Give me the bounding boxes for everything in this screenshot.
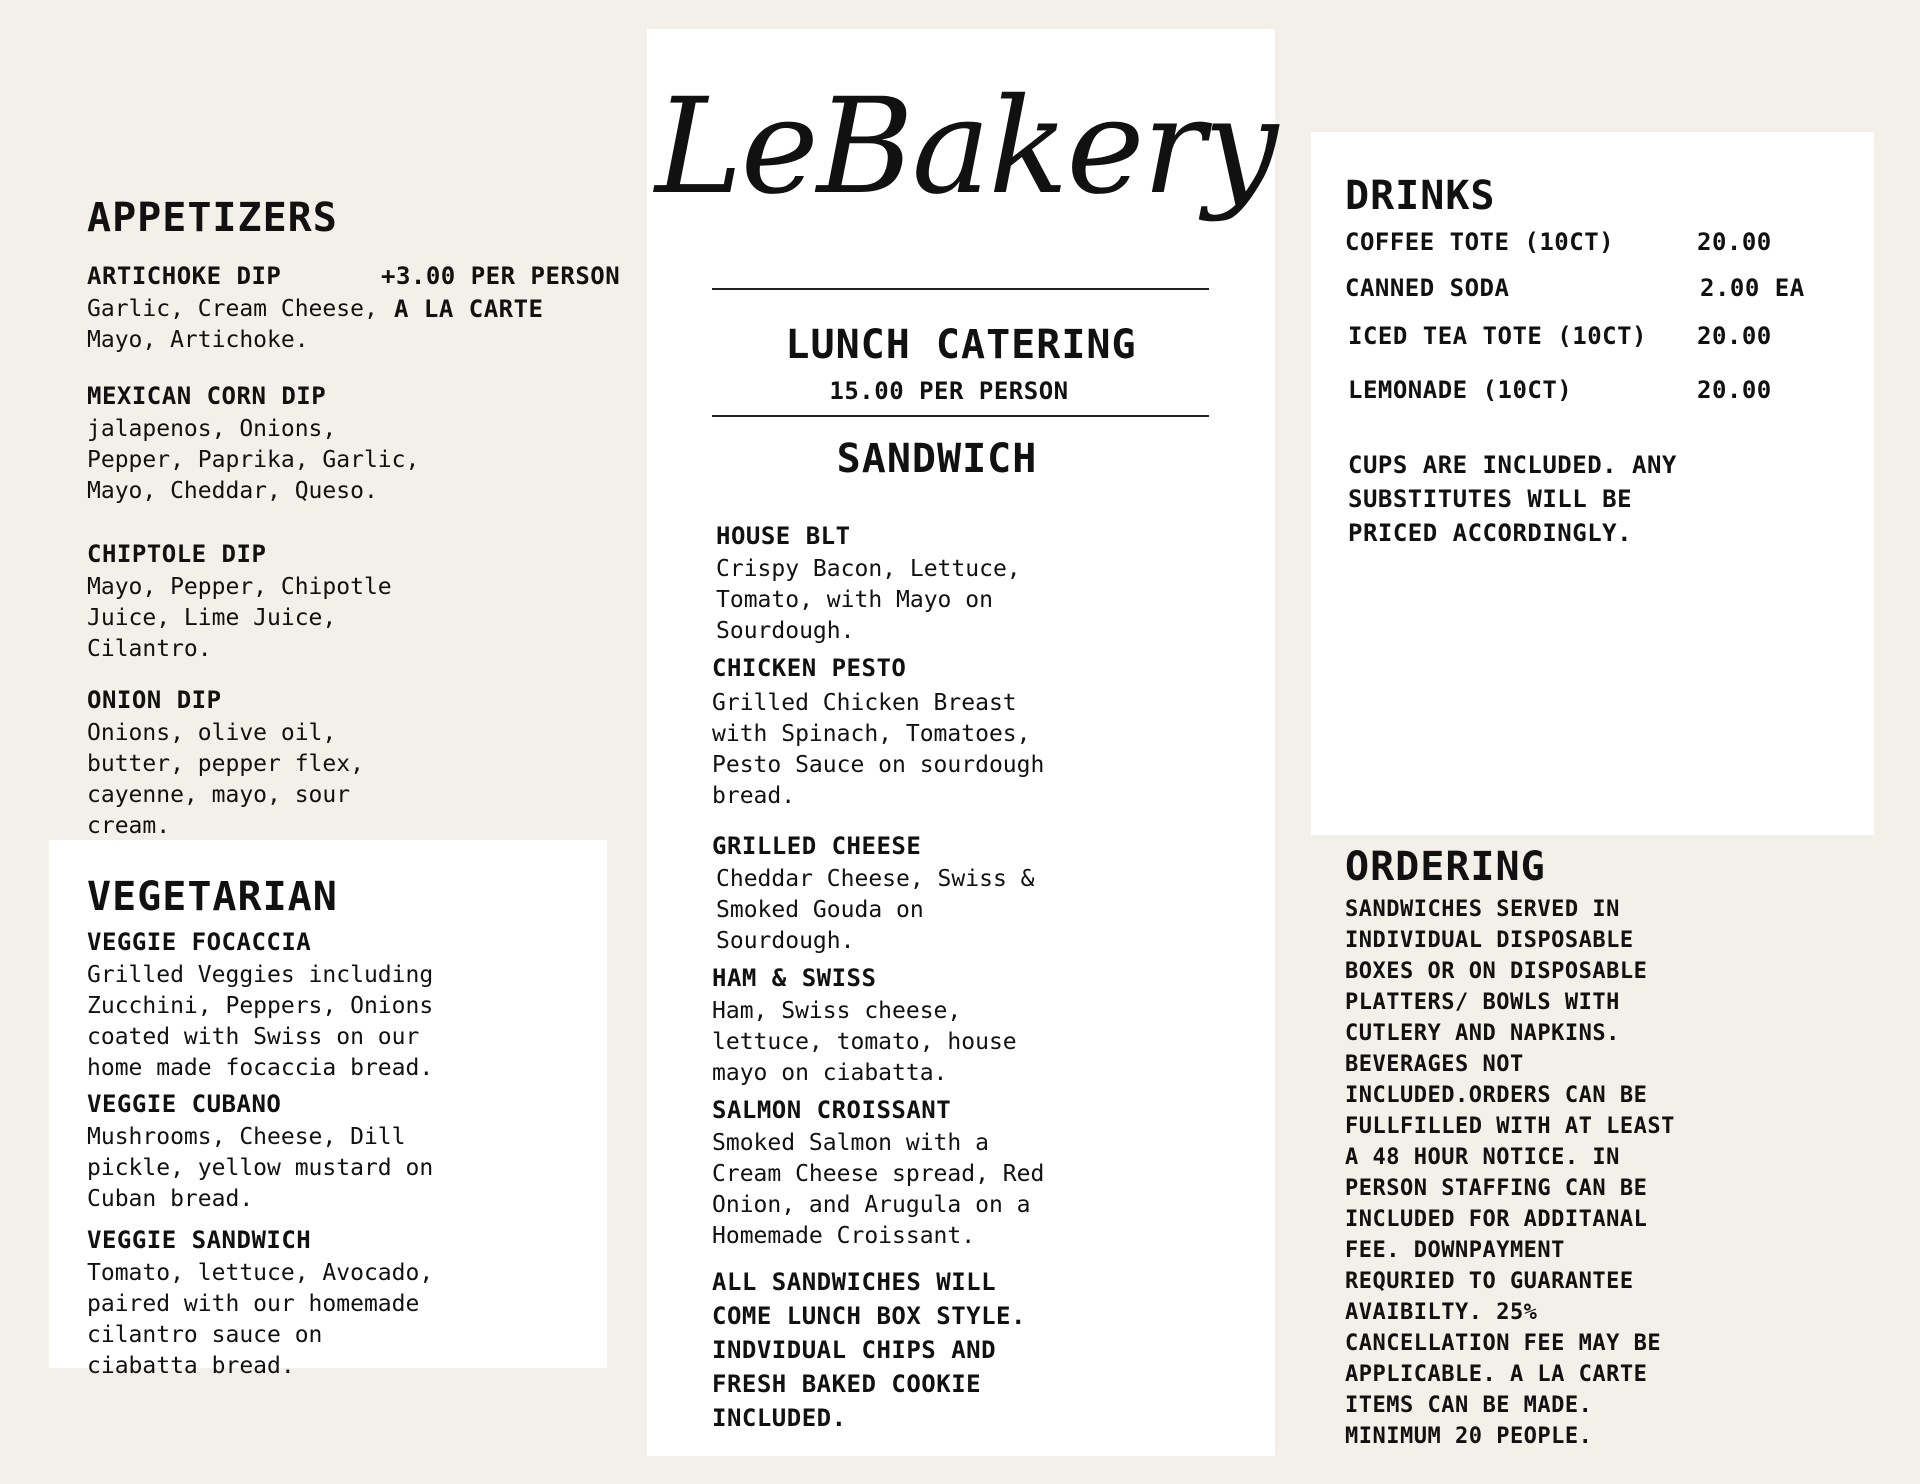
vegetarian-item [87, 1226, 587, 1382]
appetizer-desc: Garlic, Cream Cheese, Mayo, Artichoke. [87, 296, 378, 353]
ordering-text: SANDWICHES SERVED IN INDIVIDUAL DISPOSABLE BOXES OR ON DISPOSABLE PLATTERS/ BOWLS WITH CUTLERY AND NAPKINS. BEVERAGES NOT INCLUDED.ORDERS CAN BE FULLFILLED WITH AT LEAST A 48 HOUR NOTICE. IN PERSON STAFFING CAN BE INCLUDED FOR ADDITANAL FEE. DOWNPAYMENT REQURIED TO GUARANTEE AVAIBILTY. 25% CANCELLATION FEE MAY BE APPLICABLE. A LA CARTE ITEMS CAN BE MADE. MINIMUM 20 PEOPLE. [1345, 897, 1675, 1449]
appetizer-name: CHIPTOLE DIP [87, 540, 267, 568]
drink-name: COFFEE TOTE (10CT) [1345, 228, 1615, 256]
vegetarian-desc: Mushrooms, Cheese, Dill pickle, yellow mustard on Cuban bread. [87, 1124, 434, 1212]
appetizer-item [87, 686, 507, 842]
appetizer-item [87, 262, 387, 356]
drink-price: 20.00 [1697, 376, 1772, 404]
sandwich-section-title: SANDWICH [836, 436, 1038, 482]
drink-name: ICED TEA TOTE (10CT) [1348, 322, 1647, 350]
appetizer-item [87, 382, 507, 507]
appetizer-name: ARTICHOKE DIP [87, 262, 282, 290]
sandwich-name: CHICKEN PESTO [712, 654, 907, 682]
sandwich-name: SALMON CROISSANT [712, 1096, 952, 1124]
appetizer-name: ONION DIP [87, 686, 222, 714]
sandwich-name: HAM & SWISS [712, 964, 877, 992]
vegetarian-item [87, 1090, 587, 1215]
sandwich-item [716, 522, 1236, 647]
sandwich-desc: Cheddar Cheese, Swiss & Smoked Gouda on Sourdough. [716, 866, 1035, 954]
lunch-title: LUNCH CATERING [785, 322, 1137, 368]
lunch-price: 15.00 PER PERSON [829, 377, 1069, 405]
appetizer-name: MEXICAN CORN DIP [87, 382, 327, 410]
sandwich-name: GRILLED CHEESE [712, 832, 922, 860]
vegetarian-name: VEGGIE SANDWICH [87, 1226, 312, 1254]
appetizer-desc: Mayo, Pepper, Chipotle Juice, Lime Juice, Cilantro. [87, 574, 392, 662]
appetizers-title: APPETIZERS [87, 195, 338, 241]
sandwich-desc: Ham, Swiss cheese, lettuce, tomato, house mayo on ciabatta. [712, 998, 1017, 1086]
appetizers-price-note: +3.00 PER PERSON [381, 262, 621, 290]
vegetarian-name: VEGGIE CUBANO [87, 1090, 282, 1118]
lebakery-logo: LeBakery [655, 70, 1277, 224]
drink-price: 2.00 EA [1700, 274, 1805, 302]
appetizer-item [87, 540, 507, 665]
sandwich-desc: Grilled Chicken Breast with Spinach, Tomatoes, Pesto Sauce on sourdough bread. [712, 690, 1045, 809]
sandwich-desc: Crispy Bacon, Lettuce, Tomato, with Mayo on Sourdough. [716, 556, 1021, 644]
drinks-title: DRINKS [1345, 173, 1496, 219]
vegetarian-name: VEGGIE FOCACCIA [87, 928, 312, 956]
drink-name: CANNED SODA [1345, 274, 1510, 302]
drinks-note: CUPS ARE INCLUDED. ANY SUBSTITUTES WILL BE PRICED ACCORDINGLY. [1348, 451, 1677, 547]
appetizers-price-note-2: A LA CARTE [394, 295, 544, 323]
vegetarian-item [87, 928, 587, 1084]
sandwich-item [712, 832, 1232, 957]
vegetarian-desc: Grilled Veggies including Zucchini, Peppers, Onions coated with Swiss on our home made focaccia bread. [87, 962, 434, 1081]
drink-price: 20.00 [1697, 228, 1772, 256]
appetizer-desc: Onions, olive oil, butter, pepper flex, cayenne, mayo, sour cream. [87, 720, 364, 839]
ordering-title: ORDERING [1345, 844, 1546, 890]
lunch-footer-note: ALL SANDWICHES WILL COME LUNCH BOX STYLE. INDVIDUAL CHIPS AND FRESH BAKED COOKIE INCLUDED. [712, 1268, 1026, 1432]
drink-name: LEMONADE (10CT) [1348, 376, 1573, 404]
divider-top [712, 288, 1209, 290]
sandwich-item [712, 654, 1232, 812]
appetizer-desc: jalapenos, Onions, Pepper, Paprika, Garlic, Mayo, Cheddar, Queso. [87, 416, 420, 504]
vegetarian-title: VEGETARIAN [87, 874, 338, 920]
sandwich-item [712, 1096, 1232, 1252]
sandwich-name: HOUSE BLT [716, 522, 851, 550]
vegetarian-desc: Tomato, lettuce, Avocado, paired with our homemade cilantro sauce on ciabatta bread. [87, 1260, 434, 1379]
sandwich-item [712, 964, 1232, 1089]
divider-bottom [712, 415, 1209, 417]
drink-price: 20.00 [1697, 322, 1772, 350]
sandwich-desc: Smoked Salmon with a Cream Cheese spread, Red Onion, and Arugula on a Homemade Croissant. [712, 1130, 1045, 1249]
